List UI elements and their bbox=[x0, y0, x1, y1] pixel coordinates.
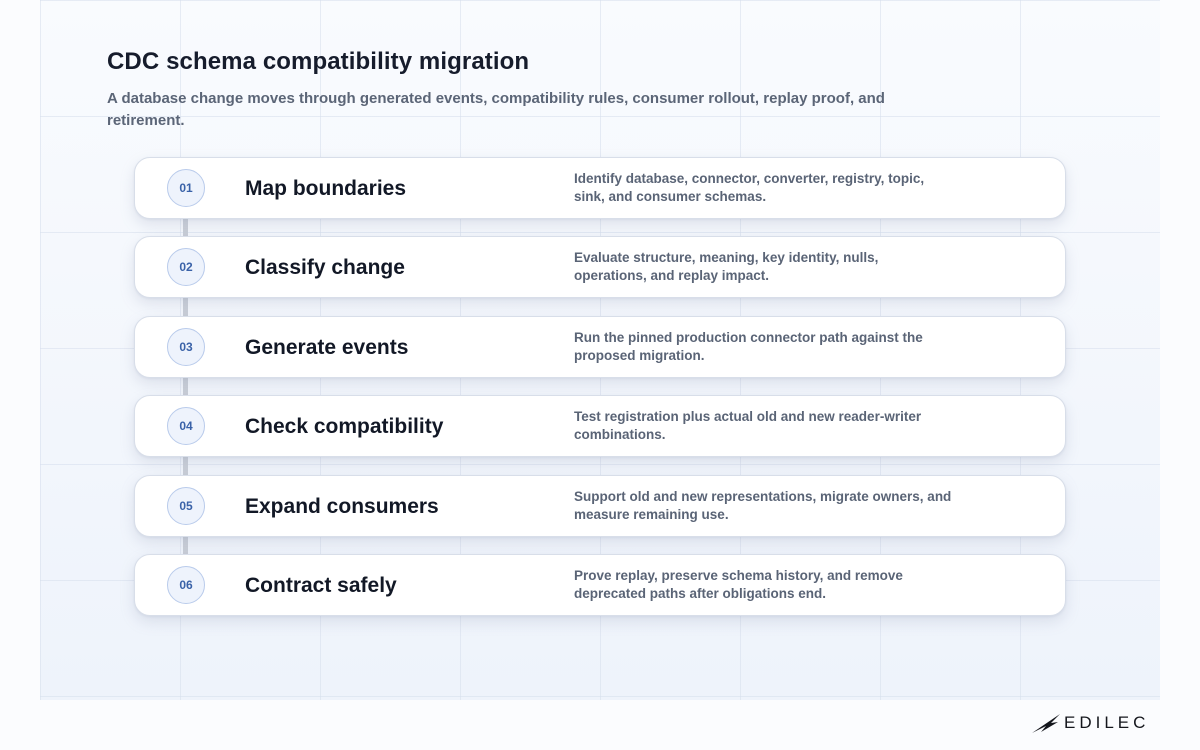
step-description: Test registration plus actual old and new reader-writer combinations. bbox=[574, 409, 922, 443]
brand-logo bbox=[1031, 711, 1149, 735]
brand-name: EDILEC bbox=[1064, 713, 1150, 732]
step-number-badge: 04 bbox=[167, 407, 205, 445]
step-number-badge: 03 bbox=[167, 328, 205, 366]
step-number-badge: 05 bbox=[167, 487, 205, 525]
step-description: Support old and new representations, migrate owners, and measure remaining use. bbox=[574, 488, 952, 522]
step-number-badge: 02 bbox=[167, 248, 205, 286]
step-card-expand-consumers bbox=[134, 475, 1066, 537]
step-number-badge: 06 bbox=[167, 566, 205, 604]
step-card-generate-events bbox=[134, 316, 1066, 378]
step-title: Expand consumers bbox=[245, 494, 439, 518]
step-card-map-boundaries bbox=[134, 157, 1066, 219]
page-subtitle: A database change moves through generated events, compatibility rules, consumer rollout, replay proof, and retirement. bbox=[107, 90, 885, 129]
step-title: Classify change bbox=[245, 256, 405, 280]
step-title: Map boundaries bbox=[245, 177, 407, 200]
step-description: Identify database, connector, converter, registry, topic, sink, and consumer schemas. bbox=[574, 171, 925, 204]
step-description: Prove replay, preserve schema history, and remove deprecated paths after obligations end. bbox=[574, 567, 903, 601]
step-card-check-compatibility bbox=[134, 395, 1066, 457]
step-title: Contract safely bbox=[245, 573, 397, 597]
step-card-classify-change bbox=[134, 236, 1066, 298]
step-description: Evaluate structure, meaning, key identity, nulls, operations, and replay impact. bbox=[574, 250, 879, 284]
step-number-badge: 01 bbox=[167, 169, 205, 207]
edilec-logo-icon bbox=[1031, 711, 1061, 735]
step-list bbox=[134, 157, 1066, 633]
step-card-contract-safely bbox=[134, 554, 1066, 616]
step-description: Run the pinned production connector path against the proposed migration. bbox=[574, 329, 923, 363]
step-title: Check compatibility bbox=[245, 415, 444, 439]
page-title: CDC schema compatibility migration bbox=[107, 48, 530, 75]
step-title: Generate events bbox=[245, 335, 409, 359]
